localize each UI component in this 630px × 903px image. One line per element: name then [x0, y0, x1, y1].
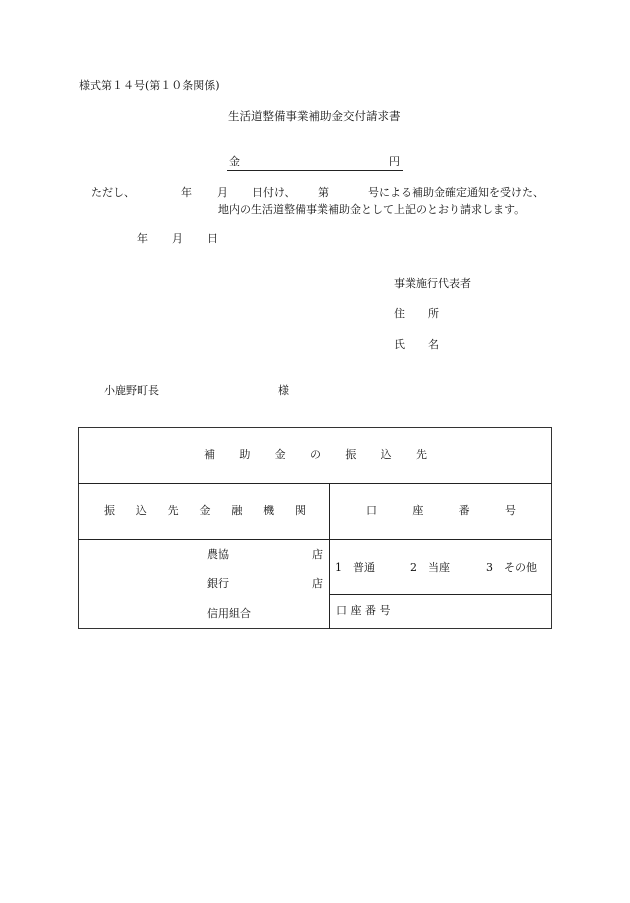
table-divider-1: [78, 483, 552, 484]
bank-name-nokyo: 農協: [207, 548, 229, 561]
header-char: の: [309, 448, 321, 461]
header-char: 補: [204, 448, 215, 461]
date-day: 日: [207, 232, 218, 245]
col2-char: 番: [458, 504, 470, 517]
account-column-header: [366, 505, 516, 516]
account-row-divider: [329, 594, 552, 595]
bank-suffix-nokyo: 店: [312, 548, 323, 561]
bank-column-header: [104, 505, 306, 516]
header-char: 金: [274, 448, 286, 461]
name-label-1: 氏: [394, 338, 405, 351]
account-type-toza: 2 当座: [410, 561, 450, 574]
col1-char: 金: [199, 504, 211, 517]
amount-underline: [227, 170, 403, 171]
address-label-1: 住: [394, 307, 405, 320]
col1-char: 融: [231, 504, 243, 517]
header-char: 振: [345, 448, 357, 461]
body-line-2: 地内の生活道整備事業補助金として上記のとおり請求します。: [218, 203, 526, 216]
table-column-divider: [329, 483, 330, 629]
applicant-role: 事業施行代表者: [394, 277, 471, 290]
body-rest: 号による補助金確定通知を受けた、: [368, 186, 544, 199]
account-type-other: 3 その他: [486, 561, 537, 574]
address-label-2: 所: [428, 307, 439, 320]
body-day: 日付け、: [252, 186, 296, 199]
col2-char: 座: [412, 504, 424, 517]
table-header: [204, 449, 427, 460]
col1-char: 込: [135, 504, 147, 517]
col1-char: 振: [104, 504, 115, 517]
bank-suffix-ginko: 店: [312, 577, 323, 590]
bank-name-shinyo: 信用組合: [207, 607, 251, 620]
account-type-futsu: 1 普通: [335, 561, 375, 574]
table-divider-2: [78, 539, 552, 540]
name-label-2: 名: [428, 338, 439, 351]
col1-char: 関: [294, 504, 306, 517]
header-char: 助: [239, 448, 251, 461]
addressee-honorific: 様: [278, 384, 289, 397]
date-year: 年: [137, 232, 148, 245]
account-number-label: 口 座 番 号: [336, 604, 391, 617]
form-number: 様式第１４号(第１０条関係): [79, 79, 220, 92]
col2-char: 口: [366, 504, 377, 517]
amount-suffix: 円: [389, 155, 400, 168]
body-dai: 第: [318, 186, 329, 199]
addressee-title: 小鹿野町長: [104, 384, 159, 397]
document-title: 生活道整備事業補助金交付請求書: [228, 109, 401, 123]
col1-char: 機: [263, 504, 275, 517]
bank-name-ginko: 銀行: [207, 577, 229, 590]
col1-char: 先: [167, 504, 179, 517]
body-lead: ただし、: [91, 186, 135, 199]
amount-prefix: 金: [229, 155, 240, 168]
body-month: 月: [217, 186, 228, 199]
date-month: 月: [172, 232, 183, 245]
col2-char: 号: [504, 504, 516, 517]
header-char: 先: [415, 448, 427, 461]
header-char: 込: [380, 448, 392, 461]
body-year: 年: [181, 186, 192, 199]
